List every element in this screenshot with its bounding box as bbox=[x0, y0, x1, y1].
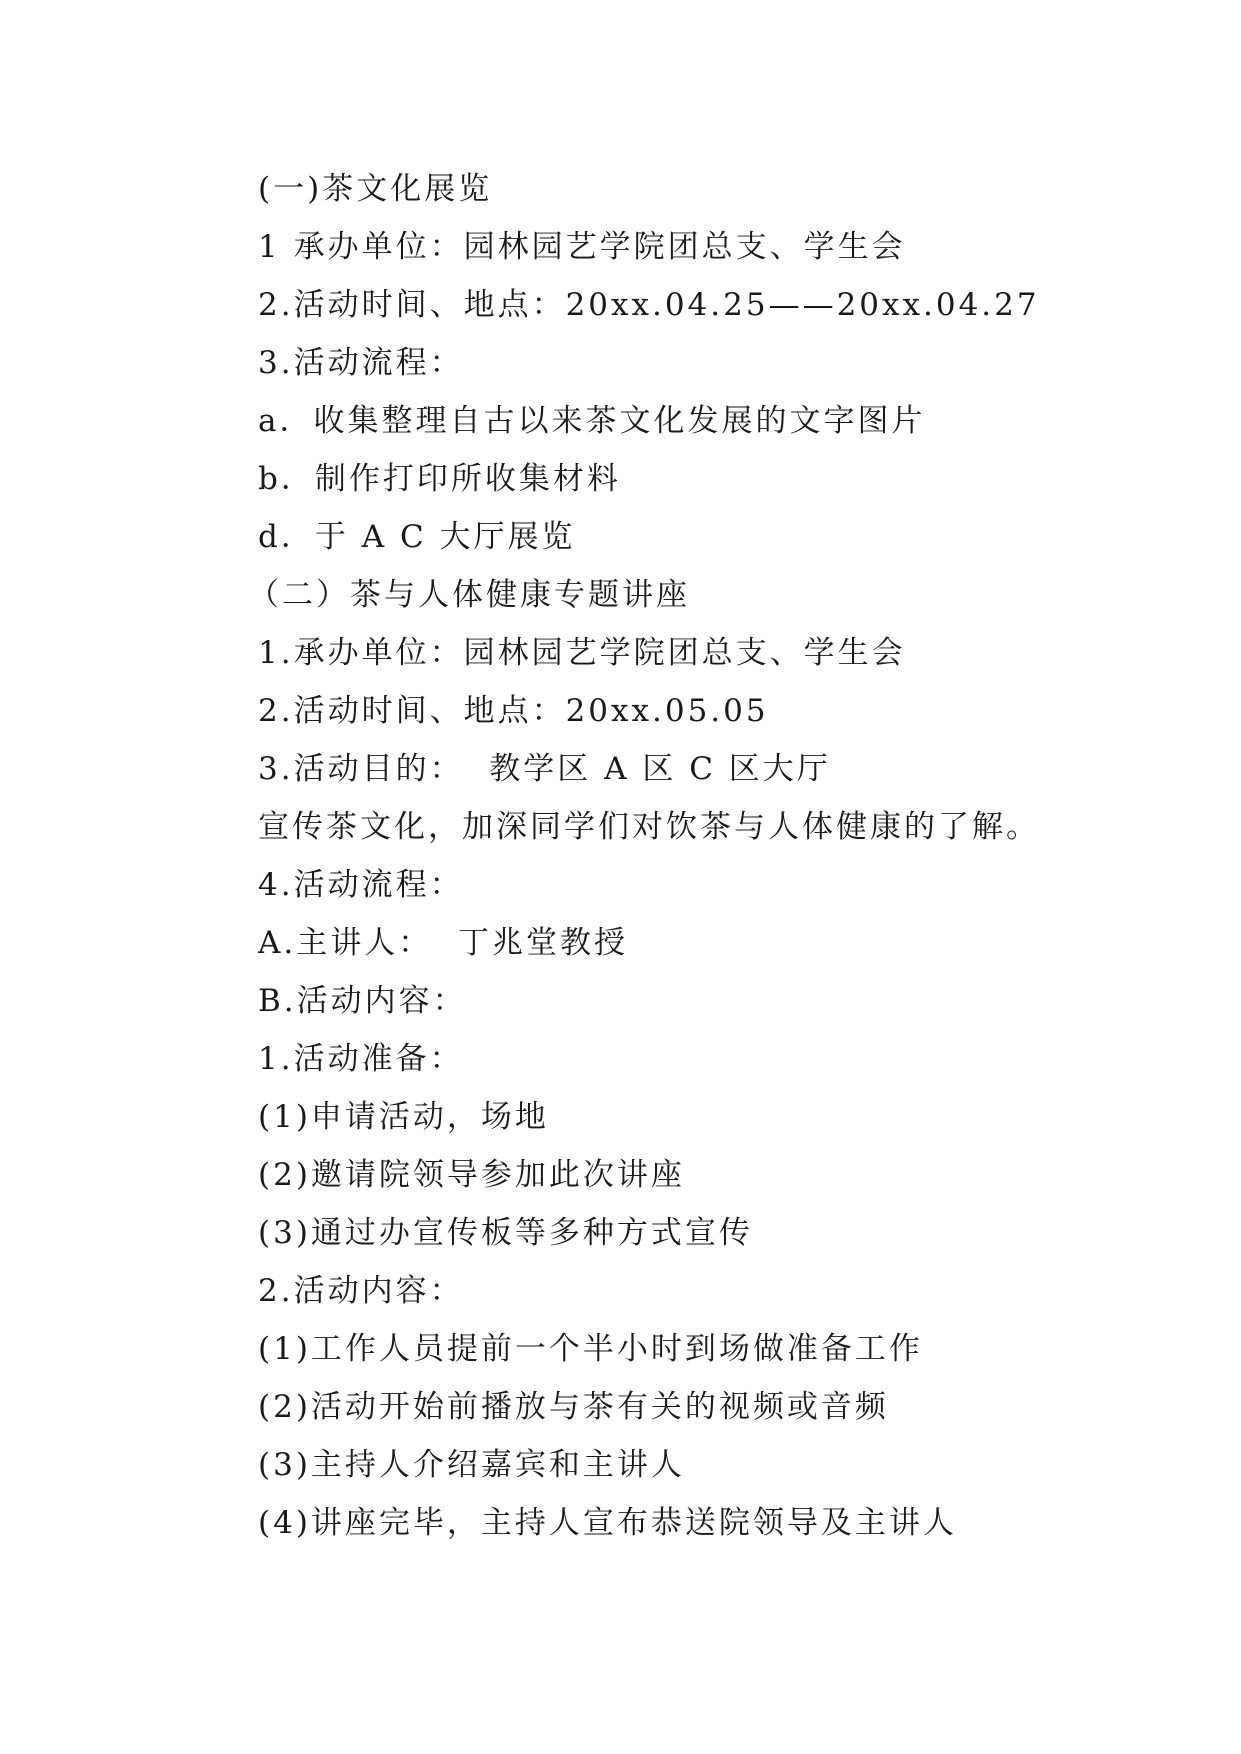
text-line: 宣传茶文化，加深同学们对饮茶与人体健康的了解。 bbox=[258, 809, 1040, 845]
text-line: 1.承办单位：园林园艺学院团总支、学生会 bbox=[258, 635, 906, 671]
text-line: 2.活动时间、地点：20xx.05.05 bbox=[258, 693, 769, 729]
list-item: (1)工作人员提前一个半小时到场做准备工作 bbox=[258, 1331, 923, 1367]
text-line: 3.活动流程： bbox=[258, 345, 464, 381]
text-line: A.主讲人： 丁兆堂教授 bbox=[258, 925, 628, 961]
section-heading-tea-health-lecture: （二）茶与人体健康专题讲座 bbox=[248, 577, 690, 613]
list-item: (2)活动开始前播放与茶有关的视频或音频 bbox=[258, 1389, 889, 1425]
list-item: d．于 A C 大厅展览 bbox=[258, 519, 576, 555]
text-line: 3.活动目的： 教学区 A 区 C 区大厅 bbox=[258, 751, 831, 787]
list-item: b．制作打印所收集材料 bbox=[258, 461, 621, 497]
document-body bbox=[248, 160, 1158, 1552]
list-item: (3)通过办宣传板等多种方式宣传 bbox=[258, 1215, 753, 1251]
list-item: (4)讲座完毕，主持人宣布恭送院领导及主讲人 bbox=[258, 1505, 957, 1541]
list-item: (3)主持人介绍嘉宾和主讲人 bbox=[258, 1447, 685, 1483]
section-heading-tea-culture-exhibition: (一)茶文化展览 bbox=[258, 171, 493, 207]
text-line: 1.活动准备： bbox=[258, 1041, 464, 1077]
text-line: 4.活动流程： bbox=[258, 867, 464, 903]
list-item: a．收集整理自古以来茶文化发展的文字图片 bbox=[258, 403, 926, 439]
text-line: 2.活动时间、地点：20xx.04.25——20xx.04.27 bbox=[258, 287, 1040, 323]
text-line: 2.活动内容： bbox=[258, 1273, 464, 1309]
list-item: (2)邀请院领导参加此次讲座 bbox=[258, 1157, 685, 1193]
list-item: (1)申请活动，场地 bbox=[258, 1099, 549, 1135]
text-line: 1 承办单位：园林园艺学院团总支、学生会 bbox=[258, 229, 906, 265]
text-line: B.活动内容： bbox=[258, 983, 467, 1019]
